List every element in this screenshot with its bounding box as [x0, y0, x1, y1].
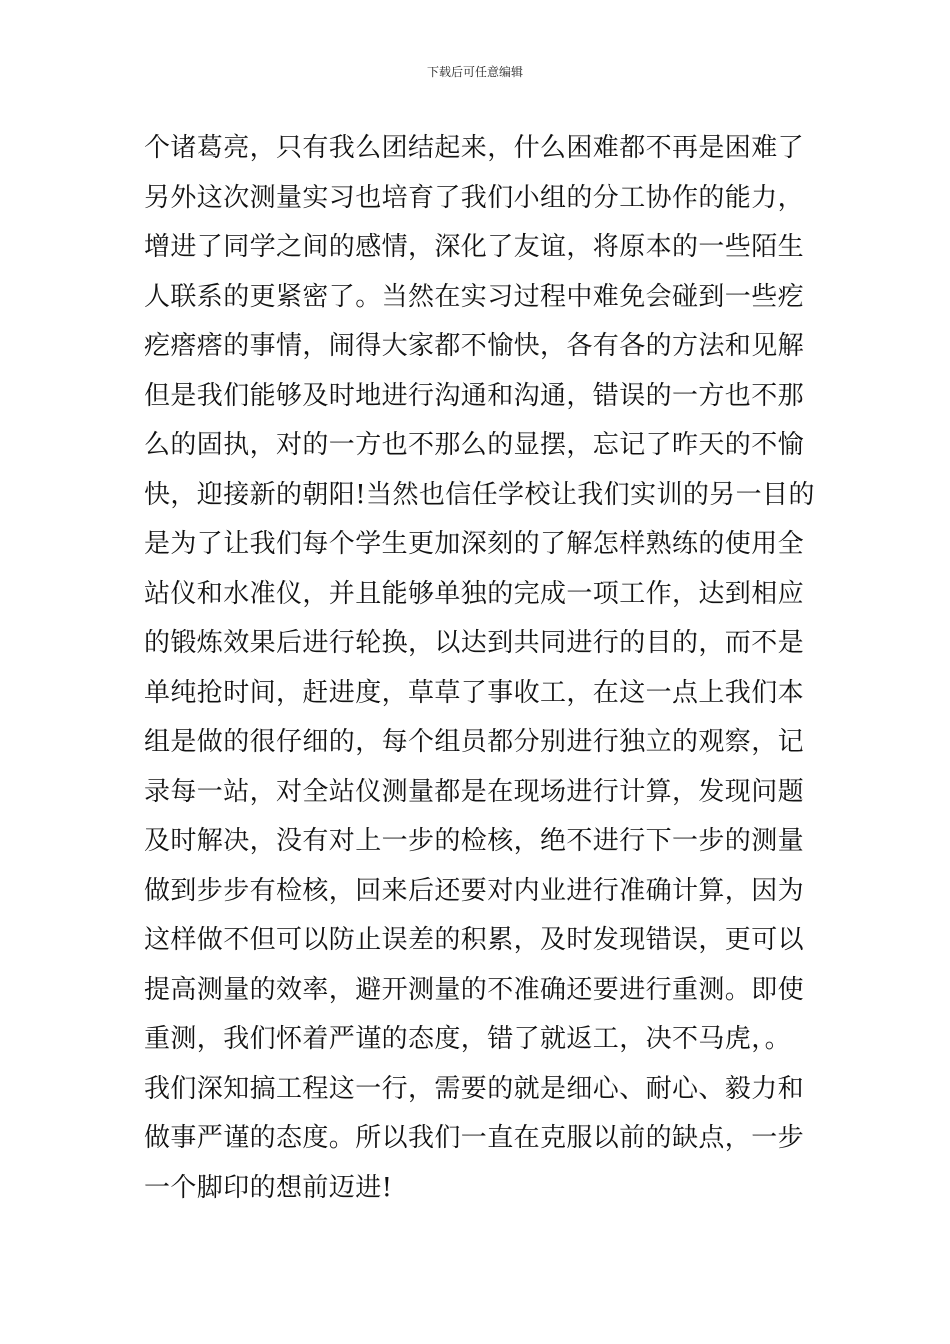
text-line: 另外这次测量实习也培育了我们小组的分工协作的能力，: [144, 182, 805, 213]
text-line: 是为了让我们每个学生更加深刻的了解怎样熟练的使用全: [144, 529, 805, 559]
text-line: 重测，我们怀着严谨的态度，错了就返工，决不马虎，。: [144, 1024, 792, 1054]
text-line: 做到步步有检核，回来后还要对内业进行准确计算，因为: [144, 875, 805, 906]
text-line: 组是做的很仔细的，每个组员都分别进行独立的观察，记: [144, 727, 805, 757]
text-line: 一个脚印的想前迈进!: [144, 1172, 393, 1203]
text-line: 疙瘩瘩的事情，闹得大家都不愉快，各有各的方法和见解: [144, 331, 805, 361]
text-line: 做事严谨的态度。所以我们一直在克服以前的缺点，一步: [144, 1123, 805, 1153]
text-line: 及时解决，没有对上一步的检核，绝不进行下一步的测量: [144, 826, 805, 856]
text-line: 增进了同学之间的感情，深化了友谊，将原本的一些陌生: [144, 232, 805, 262]
text-line: 个诸葛亮，只有我么团结起来，什么困难都不再是困难了: [144, 133, 805, 163]
text-line: 人联系的更紧密了。当然在实习过程中难免会碰到一些疙: [144, 281, 805, 312]
text-line: 快，迎接新的朝阳!当然也信任学校让我们实训的另一目的: [144, 479, 815, 510]
header-note: 下载后可任意编辑: [426, 65, 523, 79]
text-line: 这样做不但可以防止误差的积累，及时发现错误，更可以: [144, 925, 805, 955]
text-line: 但是我们能够及时地进行沟通和沟通，错误的一方也不那: [144, 380, 805, 411]
text-line: 提高测量的效率，避开测量的不准确还要进行重测。即使: [144, 974, 805, 1005]
text-line: 录每一站，对全站仪测量都是在现场进行计算，发现问题: [144, 776, 805, 807]
text-line: 我们深知搞工程这一行，需要的就是细心、耐心、毅力和: [144, 1073, 805, 1104]
text-line: 站仪和水准仪，并且能够单独的完成一项工作，达到相应: [144, 578, 805, 609]
text-line: 的锻炼效果后进行轮换，以达到共同进行的目的，而不是: [144, 628, 805, 658]
text-line: 么的固执，对的一方也不那么的显摆，忘记了昨天的不愉: [144, 430, 805, 460]
body-text: [144, 124, 824, 1213]
text-line: 单纯抢时间，赶进度，草草了事收工，在这一点上我们本: [144, 677, 805, 708]
